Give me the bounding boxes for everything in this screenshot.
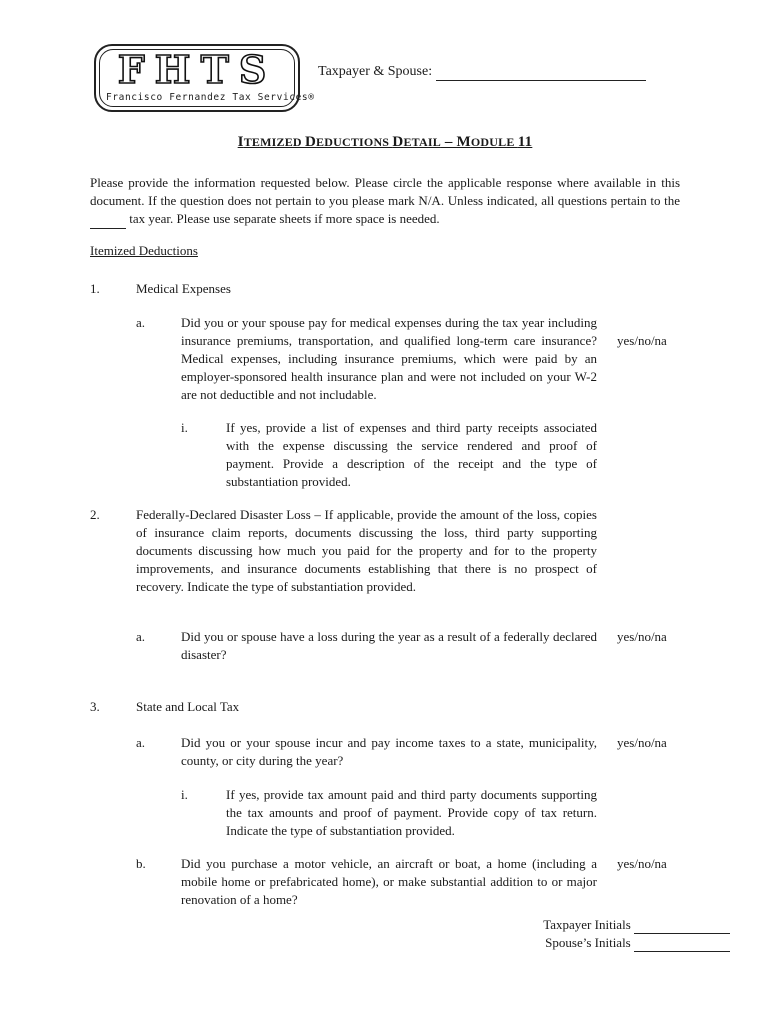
logo-subtitle: Francisco Fernandez Tax Services® [106, 92, 315, 103]
spouse-initials-field[interactable] [634, 935, 730, 952]
taxpayer-spouse-label: Taxpayer & Spouse: [318, 64, 433, 79]
tax-year-field[interactable] [90, 210, 126, 229]
item-1a-question: Did you or your spouse pay for medical expenses during the tax year including insurance premiums, transportation, and qualified long-term care insurance? Medical expenses, including insurance premiums, which were paid by an employer-sponsored health insurance plan and were not included on your W-2 are not deductible and not includable. [181, 315, 597, 402]
item-3b-label: b. [136, 856, 146, 871]
page-title: ITEMIZED DEDUCTIONS DETAIL – MODULE 11 [237, 134, 533, 150]
item-2a-answer[interactable]: yes/no/na [617, 629, 667, 644]
taxpayer-initials-label: Taxpayer Initials [543, 917, 631, 932]
item-2a-label: a. [136, 629, 146, 644]
item-1a-answer[interactable]: yes/no/na [617, 333, 667, 348]
item-1ai-text: If yes, provide a list of expenses and third party receipts associated with the expense discussing the service rendered and proof of payment. Provide a description of the receipt and the type of substantiation provided. [226, 420, 597, 489]
item-3a-label: a. [136, 735, 146, 750]
spouse-initials-label: Spouse’s Initials [545, 935, 631, 950]
spouse-initials-line [545, 935, 730, 952]
item-2-number: 2. [90, 507, 100, 522]
taxpayer-spouse-line [318, 64, 646, 81]
logo-letters: FHTS [117, 47, 277, 92]
item-1-number: 1. [90, 281, 100, 296]
section-heading: Itemized Deductions [90, 243, 198, 258]
item-2-text: Federally-Declared Disaster Loss – If applicable, provide the amount of the loss, copies of insurance claim reports, documents discussing the loss, third party supporting documents discussing how much you paid for the property and for to the property improvements, and insurance documents establishing that there is no prospect of recovery. Indicate the type of substantiation provided. [136, 507, 597, 594]
item-3a-answer[interactable]: yes/no/na [617, 735, 667, 750]
item-1a-label: a. [136, 315, 146, 330]
item-1-title: Medical Expenses [136, 281, 231, 296]
item-3b-answer[interactable]: yes/no/na [617, 856, 667, 871]
item-3ai-text: If yes, provide tax amount paid and third party documents supporting the tax amounts and proof of payment. Provide copy of tax return. Indicate the type of substantiation provided. [226, 787, 597, 838]
item-3b-question: Did you purchase a motor vehicle, an aircraft or boat, a home (including a mobile home or prefabricated home), or make substantial addition to or major renovation of a home? [181, 856, 597, 907]
fhts-logo [94, 44, 315, 112]
taxpayer-spouse-field[interactable] [436, 64, 646, 81]
item-1ai-label: i. [181, 420, 188, 435]
item-2a-question: Did you or spouse have a loss during the year as a result of a federally declared disaster? [181, 629, 597, 662]
item-3-title: State and Local Tax [136, 699, 240, 714]
item-3ai-label: i. [181, 787, 188, 802]
taxpayer-initials-line [543, 917, 730, 934]
item-3a-question: Did you or your spouse incur and pay income taxes to a state, municipality, county, or city during the year? [181, 735, 597, 768]
taxpayer-initials-field[interactable] [634, 917, 730, 934]
intro-paragraph: Please provide the information requested below. Please circle the applicable response where available in this document. If the question does not pertain to you please mark N/A. Unless indicated, all questions pertain to the tax year. Please use separate sheets if more space is needed. [90, 174, 680, 229]
item-3-number: 3. [90, 699, 100, 714]
